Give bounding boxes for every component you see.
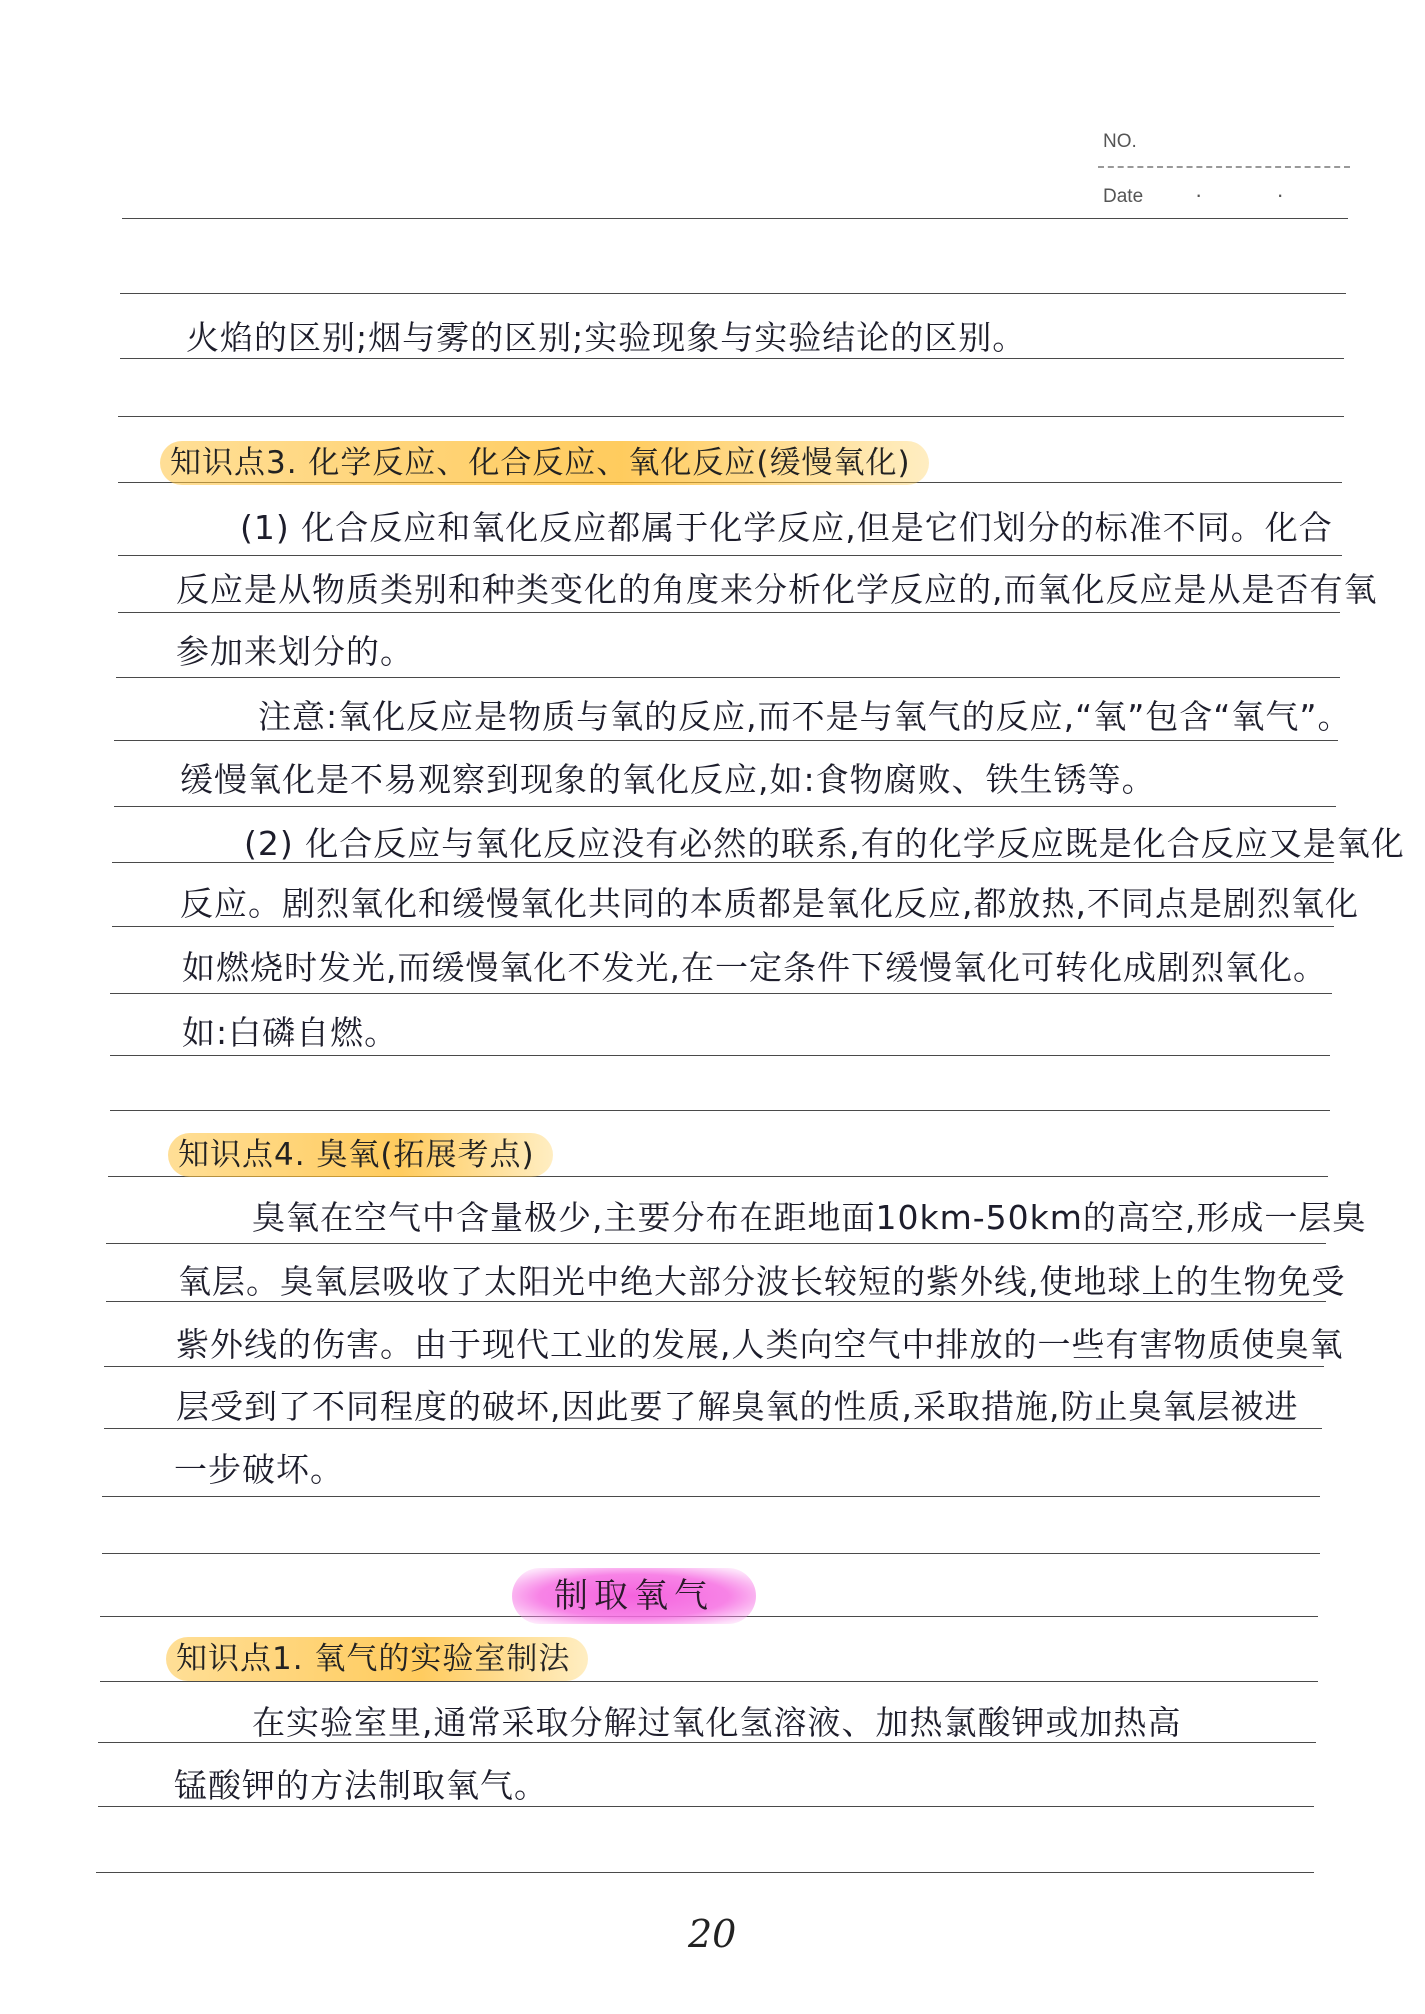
ruled-line [104, 1366, 1324, 1367]
ruled-line [114, 740, 1338, 741]
text-line: 锰酸钾的方法制取氧气。 [174, 1766, 548, 1805]
ruled-line [116, 677, 1340, 678]
text-line: 层受到了不同程度的破坏,因此要了解臭氧的性质,采取措施,防止臭氧层被进 [176, 1387, 1299, 1426]
ruled-line [118, 555, 1342, 556]
heading-knowledge-point-1: 知识点1. 氧气的实验室制法 [166, 1637, 588, 1681]
ruled-line [118, 416, 1344, 417]
text-line: 火焰的区别;烟与雾的区别;实验现象与实验结论的区别。 [186, 318, 1027, 357]
ruled-line [104, 1428, 1322, 1429]
date-label: Date [1103, 186, 1144, 207]
page-number: 20 [688, 1912, 737, 1956]
ruled-line [106, 1243, 1326, 1244]
text-line: 注意:氧化反应是物质与氧的反应,而不是与氧气的反应,“氧”包含“氧气”。 [258, 697, 1352, 736]
text-line: 反应是从物质类别和种类变化的角度来分析化学反应的,而氧化反应是从是否有氧 [176, 570, 1378, 609]
ruled-line [102, 1553, 1320, 1554]
ruled-line [122, 218, 1348, 219]
ruled-line [100, 1681, 1318, 1682]
header-dashed-divider [1098, 166, 1350, 168]
text-line: 参加来划分的。 [176, 632, 414, 671]
text-line: (1) 化合反应和氧化反应都属于化学反应,但是它们划分的标准不同。化合 [240, 508, 1333, 547]
ruled-line [96, 1872, 1314, 1873]
text-line: 在实验室里,通常采取分解过氧化氢溶液、加热氯酸钾或加热高 [252, 1703, 1182, 1742]
text-line: 一步破坏。 [174, 1450, 344, 1489]
text-line: (2) 化合反应与氧化反应没有必然的联系,有的化学反应既是化合反应又是氧化 [244, 824, 1405, 863]
ruled-line [120, 293, 1346, 294]
ruled-line [98, 1806, 1314, 1807]
ruled-line [112, 926, 1334, 927]
no-label: NO. [1103, 131, 1137, 152]
text-line: 反应。剧烈氧化和缓慢氧化共同的本质都是氧化反应,都放热,不同点是剧烈氧化 [180, 884, 1359, 923]
ruled-line [102, 1496, 1320, 1497]
text-line: 臭氧在空气中含量极少,主要分布在距地面10km-50km的高空,形成一层臭 [252, 1198, 1367, 1237]
section-title: 制取氧气 [512, 1568, 756, 1624]
heading-knowledge-point-3: 知识点3. 化学反应、化合反应、氧化反应(缓慢氧化) [160, 441, 929, 485]
ruled-line [110, 993, 1332, 994]
ruled-line [110, 1055, 1330, 1056]
date-dots: · · [1195, 182, 1318, 207]
text-line: 如燃烧时发光,而缓慢氧化不发光,在一定条件下缓慢氧化可转化成剧烈氧化。 [182, 948, 1327, 987]
heading-knowledge-point-4: 知识点4. 臭氧(拓展考点) [168, 1133, 553, 1177]
ruled-line [110, 1110, 1330, 1111]
text-line: 紫外线的伤害。由于现代工业的发展,人类向空气中排放的一些有害物质使臭氧 [176, 1325, 1344, 1364]
ruled-line [120, 358, 1344, 359]
text-line: 如:白磷自燃。 [182, 1013, 399, 1052]
text-line: 缓慢氧化是不易观察到现象的氧化反应,如:食物腐败、铁生锈等。 [180, 760, 1156, 799]
ruled-line [118, 612, 1340, 613]
text-line: 氧层。臭氧层吸收了太阳光中绝大部分波长较短的紫外线,使地球上的生物免受 [178, 1262, 1346, 1301]
ruled-line [114, 806, 1336, 807]
